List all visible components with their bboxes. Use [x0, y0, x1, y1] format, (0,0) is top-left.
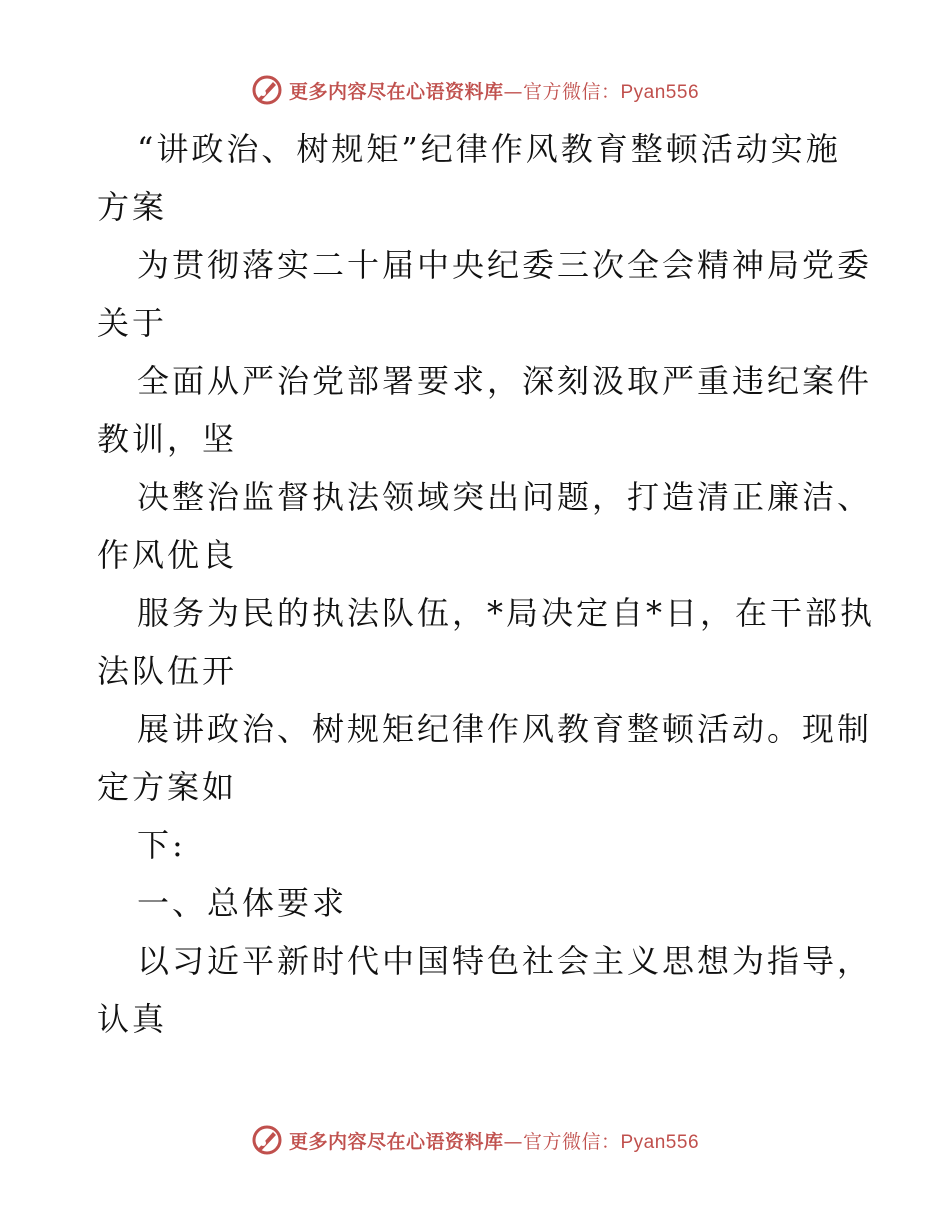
doc-line: 以习近平新时代中国特色社会主义思想为指导，: [137, 942, 873, 980]
watermark-wechat-label: 官方微信：: [522, 80, 621, 103]
doc-line: 关于: [97, 304, 168, 342]
doc-line: 定方案如: [97, 768, 238, 806]
doc-line: 教训，坚: [97, 420, 238, 458]
watermark-site: 更多内容尽在心语资料库: [288, 1130, 504, 1153]
watermark-site: 更多内容尽在心语资料库: [288, 80, 504, 103]
document-body: [97, 120, 876, 1048]
doc-line: 为贯彻落实二十届中央纪委三次全会精神局党委: [137, 246, 873, 284]
watermark-dash: —: [503, 1130, 523, 1153]
section-heading: 一、总体要求: [137, 884, 348, 922]
watermark-dash: —: [503, 80, 523, 103]
doc-line: 服务为民的执法队伍，*局决定自*日，在干部执: [137, 594, 876, 632]
pen-logo-icon: [251, 74, 283, 106]
watermark-text: [289, 1127, 699, 1154]
doc-line: 下:: [137, 826, 186, 864]
doc-line: 全面从严治党部署要求，深刻汲取严重违纪案件: [137, 362, 873, 400]
doc-line: 认真: [97, 1000, 168, 1038]
watermark-wechat-id: Pyan556: [620, 1131, 700, 1153]
header-watermark: [0, 70, 950, 110]
doc-line: 作风优良: [97, 536, 238, 574]
doc-line: 展讲政治、树规矩纪律作风教育整顿活动。现制: [137, 710, 873, 748]
doc-title-line-1: “讲政治、树规矩”纪律作风教育整顿活动实施: [137, 130, 841, 168]
doc-title-line-2: 方案: [97, 188, 168, 226]
doc-line: 决整治监督执法领域突出问题，打造清正廉洁、: [137, 478, 873, 516]
watermark-wechat-label: 官方微信：: [522, 1130, 621, 1153]
watermark-wechat-id: Pyan556: [620, 81, 700, 103]
doc-line: 法队伍开: [97, 652, 238, 690]
footer-watermark: [0, 1120, 950, 1160]
watermark-text: [289, 77, 699, 104]
pen-logo-icon: [251, 1124, 283, 1156]
